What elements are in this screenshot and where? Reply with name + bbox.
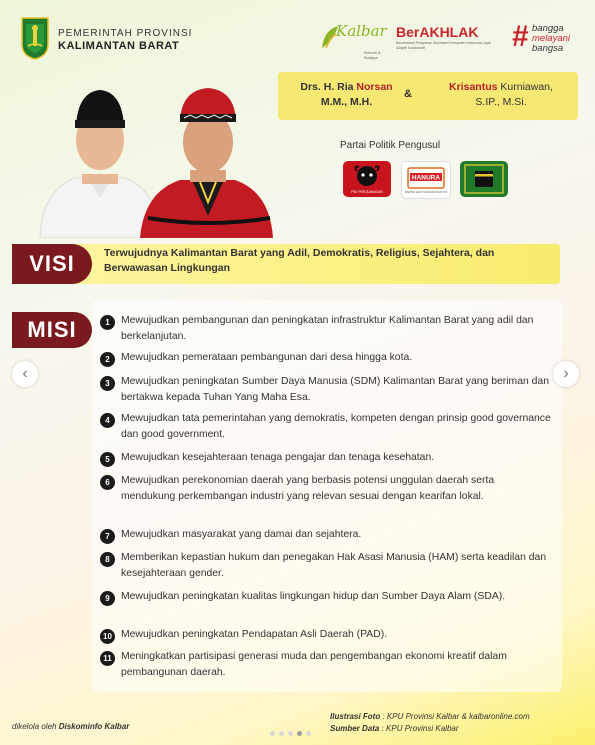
berakhlak-title: BerAKHLAK [396,24,479,40]
misi-text: Memberikan kepastian hukum dan penegakan Hak Asasi Manusia (HAM) serta keadilan dan kesejahteraan gender. [121,552,547,579]
hanura-logo [401,161,451,199]
kalbar-logo-subtext: Ramah & Budaya [364,50,381,60]
misi-number: 6 [100,475,115,490]
misi-text: Mewujudkan pembangunan dan peningkatan infrastruktur Kalimantan Barat yang adil dan berkelanjutan. [121,315,534,342]
photo-credit [330,712,580,721]
candidate-2-highlight: Krisantus [449,81,498,93]
data-source-label: Sumber Data [330,724,380,733]
misi-number: 4 [100,413,115,428]
misi-number: 10 [100,629,115,644]
misi-text: Mewujudkan tata pemerintahan yang demokratis, kompeten dengan prinsip good governance dan good government. [121,413,551,440]
managed-by-credit [12,722,129,731]
kaaba-icon [460,161,508,197]
managed-by: Diskominfo Kalbar [58,722,130,731]
carousel-dot[interactable] [288,731,293,736]
visi-tag: VISI [12,244,92,284]
hanura-caption: PARTAI HATI NURANI RAKYAT [404,190,448,194]
candidate-1-name [284,80,409,110]
pdip-caption: PDI PERJUANGAN [351,190,383,194]
hashtag-icon: # [512,20,529,53]
misi-number: 8 [100,552,115,567]
next-slide-button[interactable] [553,361,579,387]
ampersand: & [404,88,412,100]
candidate-2-name [425,80,577,110]
kalbar-logo-text: Kalbar [336,22,387,40]
candidates-photo [30,78,275,238]
misi-text: Mewujudkan peningkatan kualitas lingkungan hidup dan Sumber Daya Alam (SDA). [121,591,506,602]
visi-text: Terwujudnya Kalimantan Barat yang Adil, Demokratis, Religius, Sejahtera, dan Berwawasan Lingkungan [104,247,495,274]
ppp-logo [460,161,508,197]
misi-text: Mewujudkan masyarakat yang damai dan sejahtera. [121,529,362,540]
data-source-value: : KPU Provinsi Kalbar [379,724,459,733]
kalbar-brand-logo [320,20,387,60]
bangga-line2: melayani [532,33,571,44]
misi-text: Mewujudkan peningkatan Pendapatan Asli Daerah (PAD). [121,629,388,640]
pdip-logo [343,161,391,197]
bull-icon [343,161,391,197]
misi-text: Meningkatkan partisipasi generasi muda dan pengembangan ekonomi kreatif dalam pembangunan daerah. [121,651,507,678]
carousel-dot-active[interactable] [297,731,302,736]
misi-text: Mewujudkan peningkatan Sumber Daya Manusia (SDM) Kalimantan Barat yang beriman dan bertakwa kepada Tuhan Yang Maha Esa. [121,376,549,403]
chevron-right-icon: › [563,365,569,382]
province-title-line1: PEMERINTAH PROVINSI [58,28,193,39]
carousel-dot[interactable] [279,731,284,736]
misi-number: 3 [100,376,115,391]
berakhlak-logo [396,24,496,51]
misi-number: 1 [100,315,115,330]
carousel-dot[interactable] [306,731,311,736]
managed-prefix: dikelola oleh [12,722,59,731]
bangga-line1: bangga [532,23,564,34]
photo-credit-value: : KPU Provinsi Kalbar & kalbaronline.com [380,712,530,721]
candidate-2-rest: Kurniawan, [497,81,553,93]
hanura-name: HANURA [411,174,441,182]
berakhlak-subtext: Berorientasi Pelayanan Akuntabel Kompeten Harmonis Loyal Adaptif Kolaboratif [396,41,491,50]
prev-slide-button[interactable] [12,361,38,387]
carousel-indicator [270,723,315,741]
candidate-1-highlight: Norsan [356,81,393,93]
misi-text: Mewujudkan pemerataan pembangunan dari desa hingga kota. [121,352,413,363]
candidate-1-prefix: Drs. H. Ria [300,81,357,93]
misi-number: 9 [100,591,115,606]
chevron-left-icon: ‹ [22,365,28,382]
kalbar-emblem-icon [20,16,50,60]
misi-number: 5 [100,452,115,467]
misi-text: Mewujudkan kesejahteraan tenaga pengajar dan tenaga kesehatan. [121,452,435,463]
misi-number: 2 [100,352,115,367]
misi-text: Mewujudkan perekonomian daerah yang berbasis potensi unggulan daerah serta mendukung perkembangan industri yang relevan sesuai dengan kearifan lokal. [121,475,495,502]
province-title-line2: KALIMANTAN BARAT [58,40,180,52]
hanura-emblem-icon [402,162,450,198]
carousel-dot[interactable] [270,731,275,736]
misi-number: 7 [100,529,115,544]
parties-label: Partai Politik Pengusul [340,140,441,151]
data-source-credit [330,724,580,733]
candidate-1-degree: M.M., M.H. [320,96,373,108]
photo-credit-label: Ilustrasi Foto [330,712,381,721]
candidate-2-degree: S.IP., M.Si. [475,96,527,108]
bangga-line3: bangsa [532,43,564,54]
misi-tag: MISI [12,312,92,348]
misi-number: 11 [100,651,115,666]
